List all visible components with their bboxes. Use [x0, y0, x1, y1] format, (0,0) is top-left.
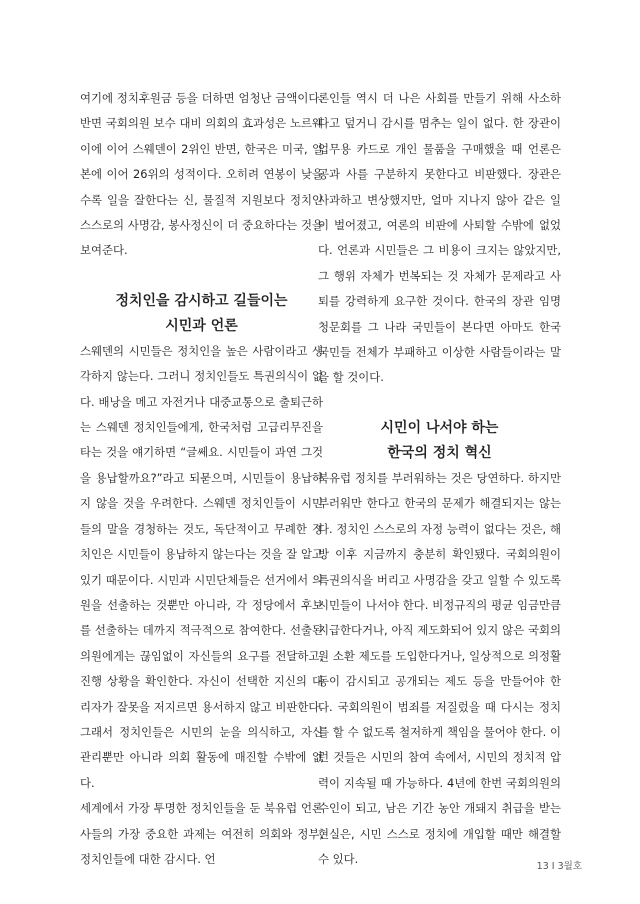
left-paragraph-2: 스웨덴의 시민들은 정치인을 높은 사람이라고 생각하지 않는다. 그러니 정치인들도 특권의식이 없다. 배낭을 메고 자전거나 대중교통으로 출퇴근하는 스웨덴 정치인들에게, 한국처럼 고급리무진을 타는 것을 얘기하면 “글쎄요. 시민들이 과연 그것을 용납할까요?”라고 되묻으며, 시민들이 용납하지 않을 것을 우려한다. 스웨덴 정치인들이 시민들의 말을 경청하는 것도, 독단적이고 무례한 정치인은 시민들이 용납하지 않는다는 것을 잘 알고 있기 때문이다. 시민과 시민단체들은 선거에서 의원을 선출하는 것뿐만 아니라, 각 정당에서 후보를 선출하는 데까지 적극적으로 참여한다. 선출된 의원에게는 끊임없이 자신들의 요구를 전달하고, 진행 상황을 확인한다. 자신이 선택한 지신의 대리자가 잘못을 저지르면 용서하지 않고 비판한다. 그래서 정치인들은 시민의 눈을 의식하고, 자신 관리뿐만 아니라 의회 활동에 매진할 수밖에 없다. [80, 343, 323, 790]
section-heading-citizen-press [80, 264, 323, 339]
heading-line-2: 시민과 언론 [165, 317, 238, 334]
page-footer: 13 I 3월호 [536, 861, 582, 872]
right-column [318, 86, 561, 872]
left-paragraph-1: 여기에 정치후원금 등을 더하면 엄청난 금액이다. 반면 국회의원 보수 대비 의회의 효과성은 노르웨이에 이어 스웨덴이 2위인 반면, 한국은 미국, 일본에 이어 26위의 성적이다. 오히려 연봉이 낮을수록 일을 잘한다는 신, 물질적 지원보다 정치인 스스로의 사명감, 봉사정신이 더 중요하다는 것을 보여준다. [80, 91, 323, 258]
left-paragraph-3: 세계에서 가장 투명한 정치인들을 둔 북유럽 언론사들의 가장 중요한 과제는 여전히 의회와 정부, 정치인들에 대한 감시다. 언 [80, 801, 323, 866]
right-paragraph-2: 북유럽 정치를 부러워하는 것은 당연하다. 하지만 부러워만 한다고 한국의 문제가 해결되지는 않는다. 정치인 스스로의 자정 능력이 없다는 것은, 해방 이후 지금까지 충분히 확인됐다. 국회의원이 특권의식을 버리고 사명감을 갖고 일할 수 있도록 시민들이 나서야 한다. 비정규직의 평균 임금만큼 지급한다거나, 아직 제도화되어 있지 않은 국회의원 소환 제도를 도입한다거나, 일상적으로 의정활동이 감시되고 공개되는 제도 등을 만들어야 한다. 국회의원이 범죄를 저질렀을 때 다시는 정치를 할 수 없도록 철저하게 책임을 물어야 한다. 이런 것들은 시민의 참여 속에서, 시민의 정치적 압력이 지속될 때 가능하다. 4년에 한번 국회의원의 수인이 되고, 남은 기간 농안 개돼지 취급을 받는 현실은, 시민 스스로 정치에 개입할 때만 해결할 수 있다. [318, 470, 561, 866]
section-heading-political-reform [318, 391, 561, 466]
left-column [80, 86, 323, 872]
heading-line-2: 한국의 정치 혁신 [387, 444, 492, 461]
heading-line-1: 시민이 나서야 하는 [380, 419, 499, 436]
heading-line-1: 정치인을 감시하고 길들이는 [115, 292, 288, 309]
right-paragraph-1: 론인들 역시 더 나은 사회를 만들기 위해 사소하다고 덮거니 감시를 멈추는 일이 없다. 한 장관이 업무용 카드로 개인 물품을 구매했을 때 언론은 공과 사를 구분하지 못한다고 비판했다. 장관은 사과하고 변상했지만, 얼마 지나지 않아 같은 일이 벌어졌고, 여론의 비판에 사퇴할 수밖에 없었다. 언론과 시민들은 그 비용이 크지는 않았지만, 그 행위 자체가 번복되는 것 자체가 문제라고 사퇴를 강력하게 요구한 것이다. 한국의 장관 임명 청문회를 그 나라 국민들이 본다면 아마도 한국 국민들 전체가 부패하고 이상한 사람들이라는 말을 할 것이다. [318, 91, 561, 385]
